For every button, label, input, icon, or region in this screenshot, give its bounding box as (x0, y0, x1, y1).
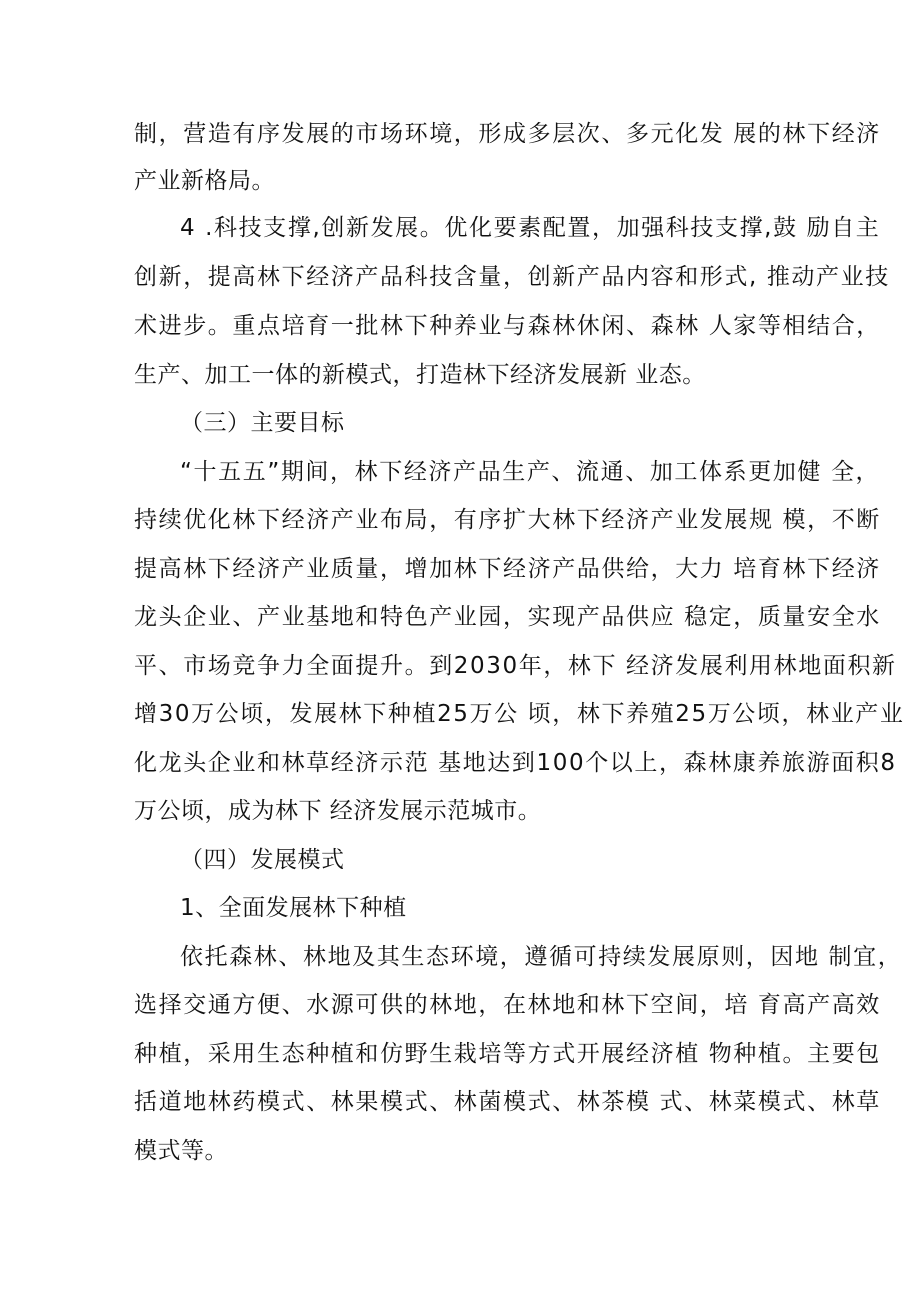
text-line: 万公顷，成为林下 经济发展示范城市。 (134, 798, 542, 824)
text-line: 产业新格局。 (134, 168, 275, 194)
section-heading: （三）主要目标 (180, 410, 345, 436)
text-line: 模式等。 (134, 1138, 228, 1164)
text-line: 化龙头企业和林草经济示范 基地达到100个以上，森林康养旅游面积8 (134, 750, 897, 776)
text-line: 种植，采用生态种植和仿野生栽培等方式开展经济植 物种植。主要包 (134, 1041, 881, 1067)
text-line: 术进步。重点培育一批林下种养业与森林休闲、森林 人家等相结合， (134, 313, 881, 339)
text-line: 龙头企业、产业基地和特色产业园，实现产品供应 稳定，质量安全水 (134, 604, 881, 630)
text-line: “十五五”期间，林下经济产品生产、流通、加工体系更加健 全， (180, 459, 881, 485)
section-heading: （四）发展模式 (180, 847, 345, 873)
text-line: 制，营造有序发展的市场环境，形成多层次、多元化发 展的林下经济 (134, 121, 881, 147)
text-line: 平、市场竞争力全面提升。到2030年，林下 经济发展利用林地面积新 (134, 653, 897, 679)
text-line: 创新，提高林下经济产品科技含量，创新产品内容和形式, 推动产业技 (134, 264, 890, 290)
text-line: 括道地林药模式、林果模式、林菌模式、林茶模 式、林菜模式、林草 (134, 1089, 881, 1115)
text-line: 持续优化林下经济产业布局，有序扩大林下经济产业发展规 模，不断 (134, 507, 881, 533)
text-line: 增30万公顷，发展林下种植25万公 顷，林下养殖25万公顷，林业产业 (134, 701, 905, 727)
text-line: 选择交通方便、水源可供的林地，在林地和林下空间，培 育高产高效 (134, 992, 881, 1018)
subsection-heading: 1、全面发展林下种植 (180, 895, 407, 921)
text-line: 依托森林、林地及其生态环境，遵循可持续发展原则，因地 制宜， (180, 944, 903, 970)
text-line: 4 .科技支撑,创新发展。优化要素配置，加强科技支撑,鼓 励自主 (180, 215, 881, 241)
text-line: 提高林下经济产业质量，增加林下经济产品供给，大力 培育林下经济 (134, 556, 881, 582)
text-line: 生产、加工一体的新模式，打造林下经济发展新 业态。 (134, 362, 706, 388)
